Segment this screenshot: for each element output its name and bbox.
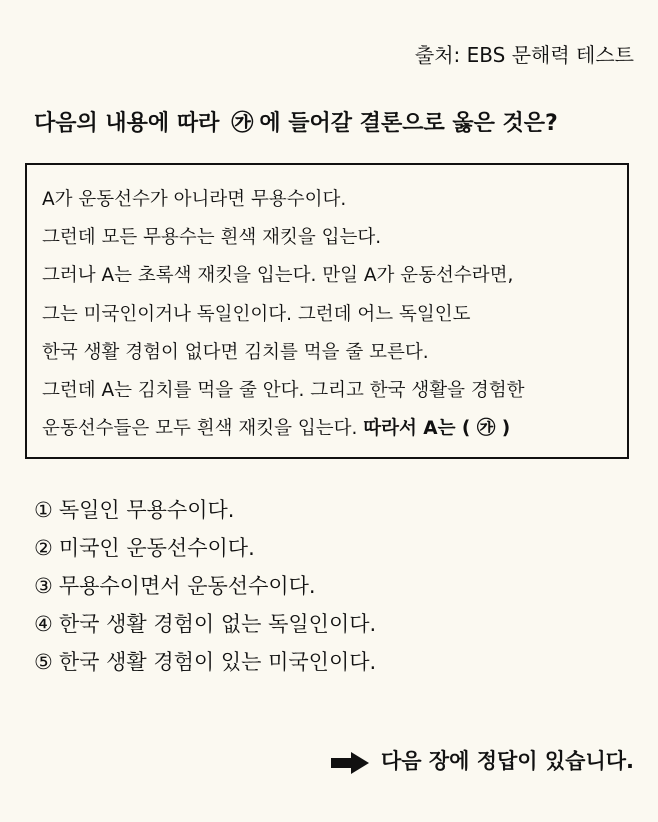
passage-line: 한국 생활 경험이 없다면 김치를 먹을 줄 모른다. — [42, 341, 429, 363]
answer-choices — [34, 491, 376, 681]
answer-choice-4[interactable] — [34, 605, 376, 643]
question-text-before: 다음의 내용에 따라 — [34, 111, 220, 136]
source-credit: 출처: EBS 문해력 테스트 — [414, 43, 634, 67]
choice-text: 무용수이면서 운동선수이다. — [58, 574, 316, 598]
question-text-after: 에 들어갈 결론으로 옳은 것은? — [259, 111, 558, 136]
choice-text: 한국 생활 경험이 없는 독일인이다. — [58, 612, 377, 636]
question-prompt — [34, 108, 558, 140]
question-marker: ㉮ — [231, 111, 254, 136]
choice-text: 한국 생활 경험이 있는 미국인이다. — [58, 650, 377, 674]
choice-text: 독일인 무용수이다. — [58, 498, 235, 522]
answer-choice-3[interactable] — [34, 567, 376, 605]
choice-text: 미국인 운동선수이다. — [58, 536, 255, 560]
choice-number: ③ — [34, 574, 53, 598]
passage-line-last — [42, 410, 627, 448]
next-page-notice — [331, 744, 634, 778]
choice-number: ① — [34, 498, 53, 522]
answer-choice-5[interactable] — [34, 643, 376, 681]
passage-line: 그런데 모든 무용수는 흰색 재킷을 입는다. — [42, 227, 382, 249]
passage-line: A가 운동선수가 아니라면 무용수이다. — [42, 189, 347, 210]
choice-number: ② — [34, 536, 53, 560]
choice-number: ⑤ — [34, 650, 53, 674]
answer-choice-1[interactable] — [34, 491, 376, 529]
arrow-right-icon — [331, 750, 369, 772]
passage-line: 그런데 A는 김치를 먹을 줄 안다. 그리고 한국 생활을 경험한 — [42, 380, 525, 402]
passage-line: 그는 미국인이거나 독일인이다. 그런데 어느 독일인도 — [42, 303, 471, 325]
passage-line-text: 운동선수들은 모두 흰색 재킷을 입는다. — [42, 418, 358, 440]
passage-box — [25, 163, 629, 459]
answer-choice-2[interactable] — [34, 529, 376, 567]
passage-conclusion: 따라서 A는 ( ㉮ ) — [363, 418, 511, 440]
choice-number: ④ — [34, 612, 53, 636]
next-page-text: 다음 장에 정답이 있습니다. — [380, 749, 634, 773]
passage-line: 그러나 A는 초록색 재킷을 입는다. 만일 A가 운동선수라면, — [42, 265, 514, 287]
